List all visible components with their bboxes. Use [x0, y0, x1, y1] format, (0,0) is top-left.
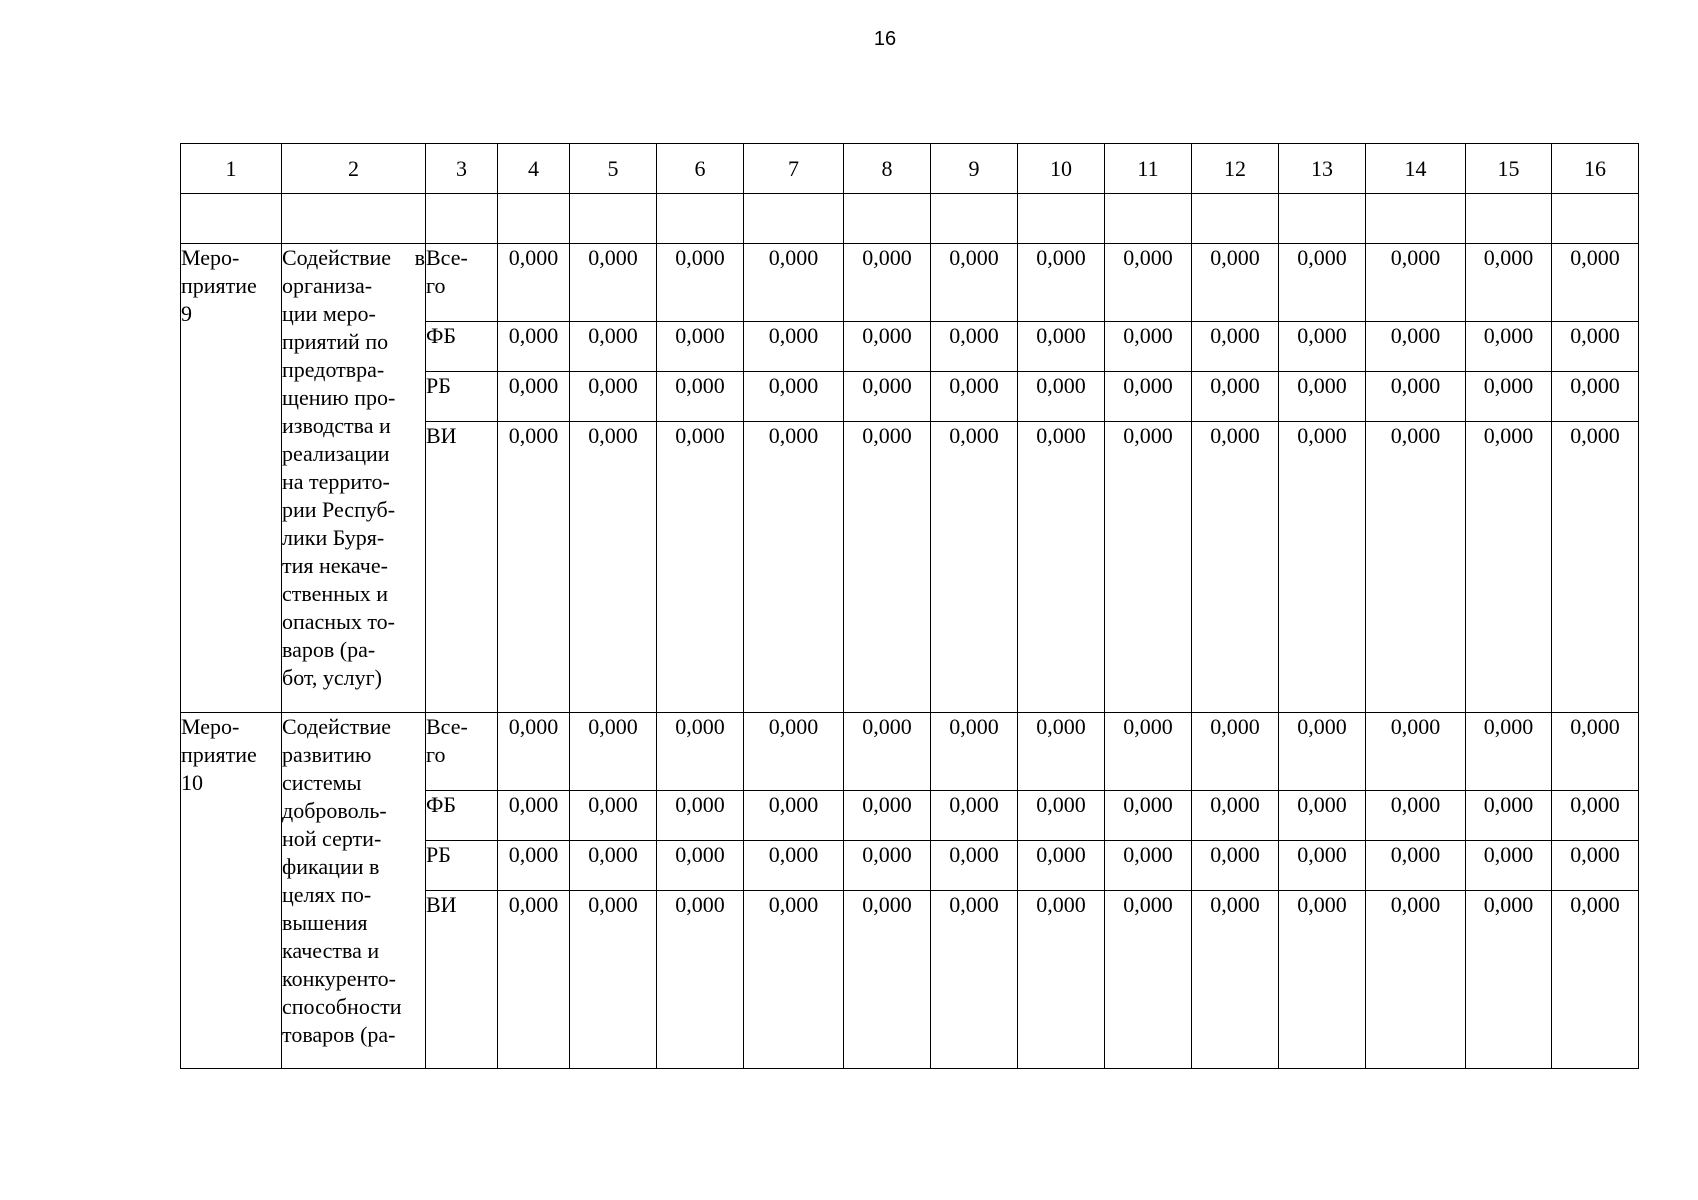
value-cell: 0,000: [1279, 422, 1366, 713]
value-cell: 0,000: [1018, 713, 1105, 791]
value-cell: 0,000: [1105, 713, 1192, 791]
value-cell: 0,000: [1466, 713, 1552, 791]
empty-cell: [1552, 194, 1639, 244]
value-cell: 0,000: [657, 372, 744, 422]
value-cell: 0,000: [570, 891, 657, 1069]
value-cell: 0,000: [1552, 422, 1639, 713]
value-cell: 0,000: [1466, 244, 1552, 322]
value-cell: 0,000: [498, 372, 570, 422]
value-cell: 0,000: [1105, 322, 1192, 372]
empty-cell: [1366, 194, 1466, 244]
value-cell: 0,000: [1279, 791, 1366, 841]
value-cell: 0,000: [1105, 841, 1192, 891]
column-number: 14: [1366, 144, 1466, 194]
value-cell: 0,000: [1105, 244, 1192, 322]
value-cell: 0,000: [931, 422, 1018, 713]
value-cell: 0,000: [1192, 841, 1279, 891]
value-cell: 0,000: [844, 713, 931, 791]
value-cell: 0,000: [1192, 372, 1279, 422]
empty-cell: [844, 194, 931, 244]
value-cell: 0,000: [498, 713, 570, 791]
funding-source: РБ: [426, 841, 498, 891]
column-number: 8: [844, 144, 931, 194]
value-cell: 0,000: [1192, 322, 1279, 372]
value-cell: 0,000: [1366, 322, 1466, 372]
empty-cell: [570, 194, 657, 244]
column-number: 9: [931, 144, 1018, 194]
column-number: 4: [498, 144, 570, 194]
page-number: 16: [873, 28, 897, 50]
column-number: 10: [1018, 144, 1105, 194]
value-cell: 0,000: [1192, 891, 1279, 1069]
funding-source: Все- го: [426, 244, 498, 322]
value-cell: 0,000: [570, 791, 657, 841]
value-cell: 0,000: [744, 891, 844, 1069]
column-number: 2: [282, 144, 426, 194]
value-cell: 0,000: [1366, 791, 1466, 841]
value-cell: 0,000: [657, 891, 744, 1069]
value-cell: 0,000: [1466, 322, 1552, 372]
value-cell: 0,000: [844, 322, 931, 372]
value-cell: 0,000: [844, 372, 931, 422]
value-cell: 0,000: [1192, 791, 1279, 841]
empty-cell: [657, 194, 744, 244]
funding-source: ФБ: [426, 791, 498, 841]
column-number: 7: [744, 144, 844, 194]
value-cell: 0,000: [657, 422, 744, 713]
measure-label: Меро- приятие 9: [181, 244, 282, 713]
value-cell: 0,000: [498, 841, 570, 891]
value-cell: 0,000: [931, 891, 1018, 1069]
value-cell: 0,000: [498, 891, 570, 1069]
value-cell: 0,000: [1279, 891, 1366, 1069]
value-cell: 0,000: [1466, 891, 1552, 1069]
empty-cell: [1105, 194, 1192, 244]
value-cell: 0,000: [931, 713, 1018, 791]
value-cell: 0,000: [1552, 322, 1639, 372]
value-cell: 0,000: [844, 244, 931, 322]
value-cell: 0,000: [1366, 372, 1466, 422]
empty-cell: [426, 194, 498, 244]
measure-description: Содействие развитию системы доброволь- ной серти- фикации в целях по- вышения качества и конкуренто- способности товаров (ра-: [282, 713, 426, 1069]
value-cell: 0,000: [1552, 791, 1639, 841]
table-row: [181, 244, 1639, 322]
value-cell: 0,000: [744, 372, 844, 422]
value-cell: 0,000: [1366, 891, 1466, 1069]
value-cell: 0,000: [844, 841, 931, 891]
measures-body: [181, 244, 1639, 1069]
value-cell: 0,000: [570, 322, 657, 372]
funding-source: ВИ: [426, 891, 498, 1069]
value-cell: 0,000: [744, 322, 844, 372]
value-cell: 0,000: [844, 791, 931, 841]
value-cell: 0,000: [1366, 244, 1466, 322]
value-cell: 0,000: [498, 422, 570, 713]
empty-cell: [1279, 194, 1366, 244]
value-cell: 0,000: [1552, 841, 1639, 891]
value-cell: 0,000: [744, 244, 844, 322]
column-number: 6: [657, 144, 744, 194]
value-cell: 0,000: [1018, 244, 1105, 322]
column-number: 5: [570, 144, 657, 194]
value-cell: 0,000: [744, 791, 844, 841]
value-cell: 0,000: [1279, 372, 1366, 422]
value-cell: 0,000: [931, 791, 1018, 841]
funding-source: Все- го: [426, 713, 498, 791]
value-cell: 0,000: [1279, 322, 1366, 372]
value-cell: 0,000: [657, 791, 744, 841]
value-cell: 0,000: [657, 244, 744, 322]
value-cell: 0,000: [931, 372, 1018, 422]
value-cell: 0,000: [657, 841, 744, 891]
value-cell: 0,000: [1366, 713, 1466, 791]
value-cell: 0,000: [1105, 372, 1192, 422]
column-number: 12: [1192, 144, 1279, 194]
budget-table: [180, 143, 1639, 1069]
column-number: 1: [181, 144, 282, 194]
value-cell: 0,000: [570, 422, 657, 713]
column-number: 13: [1279, 144, 1366, 194]
column-number: 11: [1105, 144, 1192, 194]
funding-source: ФБ: [426, 322, 498, 372]
value-cell: 0,000: [657, 713, 744, 791]
value-cell: 0,000: [744, 422, 844, 713]
value-cell: 0,000: [570, 244, 657, 322]
value-cell: 0,000: [1192, 422, 1279, 713]
value-cell: 0,000: [1018, 891, 1105, 1069]
value-cell: 0,000: [931, 841, 1018, 891]
empty-cell: [1192, 194, 1279, 244]
value-cell: 0,000: [1552, 713, 1639, 791]
value-cell: 0,000: [844, 891, 931, 1069]
value-cell: 0,000: [1552, 244, 1639, 322]
value-cell: 0,000: [1018, 791, 1105, 841]
value-cell: 0,000: [657, 322, 744, 372]
empty-cell: [1466, 194, 1552, 244]
value-cell: 0,000: [931, 244, 1018, 322]
value-cell: 0,000: [498, 791, 570, 841]
value-cell: 0,000: [1279, 841, 1366, 891]
value-cell: 0,000: [1552, 891, 1639, 1069]
empty-cell: [744, 194, 844, 244]
column-number: 15: [1466, 144, 1552, 194]
value-cell: 0,000: [1192, 713, 1279, 791]
empty-cell: [282, 194, 426, 244]
value-cell: 0,000: [1552, 372, 1639, 422]
value-cell: 0,000: [1466, 791, 1552, 841]
value-cell: 0,000: [1466, 372, 1552, 422]
value-cell: 0,000: [498, 244, 570, 322]
value-cell: 0,000: [931, 322, 1018, 372]
value-cell: 0,000: [1466, 422, 1552, 713]
column-number-row: [181, 144, 1639, 194]
value-cell: 0,000: [1279, 713, 1366, 791]
blank-row: [181, 194, 1639, 244]
value-cell: 0,000: [1192, 244, 1279, 322]
empty-cell: [498, 194, 570, 244]
value-cell: 0,000: [570, 713, 657, 791]
value-cell: 0,000: [1018, 422, 1105, 713]
empty-cell: [181, 194, 282, 244]
value-cell: 0,000: [1105, 891, 1192, 1069]
table-row: [181, 713, 1639, 791]
column-number: 3: [426, 144, 498, 194]
value-cell: 0,000: [1018, 841, 1105, 891]
value-cell: 0,000: [744, 841, 844, 891]
value-cell: 0,000: [1366, 422, 1466, 713]
value-cell: 0,000: [1018, 372, 1105, 422]
funding-source: ВИ: [426, 422, 498, 713]
value-cell: 0,000: [498, 322, 570, 372]
value-cell: 0,000: [570, 841, 657, 891]
value-cell: 0,000: [1105, 422, 1192, 713]
measure-label: Меро- приятие 10: [181, 713, 282, 1069]
value-cell: 0,000: [1466, 841, 1552, 891]
value-cell: 0,000: [744, 713, 844, 791]
value-cell: 0,000: [1366, 841, 1466, 891]
measure-description: Содействие в организа- ции меро- приятий по предотвра- щению про- изводства и реализации на террито- рии Респуб- лики Буря- тия некаче- ственных и опасных то- варов (ра- бот, услуг): [282, 244, 426, 713]
empty-cell: [1018, 194, 1105, 244]
value-cell: 0,000: [844, 422, 931, 713]
funding-source: РБ: [426, 372, 498, 422]
empty-cell: [931, 194, 1018, 244]
value-cell: 0,000: [1018, 322, 1105, 372]
value-cell: 0,000: [1105, 791, 1192, 841]
value-cell: 0,000: [1279, 244, 1366, 322]
value-cell: 0,000: [570, 372, 657, 422]
column-number: 16: [1552, 144, 1639, 194]
